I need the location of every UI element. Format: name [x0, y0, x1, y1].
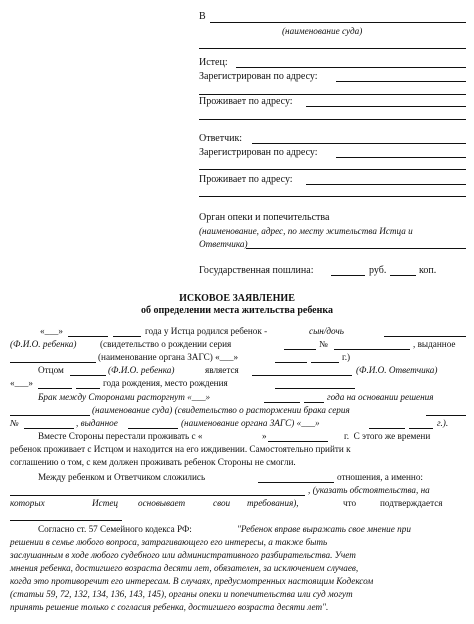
- authority-hint-2: Ответчика): [199, 239, 248, 249]
- law-quote-line-7: принять решение только с согласия ребенка, достигшего возраста десяти лет".: [10, 602, 329, 612]
- birth-text: года у Истца родился ребенок -: [145, 326, 268, 336]
- father-text: Отцом: [38, 365, 64, 375]
- birth-registry-year-field[interactable]: [311, 362, 339, 363]
- defendant-lives-field[interactable]: [306, 184, 466, 185]
- law-quote-line-3: заслушанным в ходе любого судебного или административного разбирательства. Учет: [10, 550, 356, 560]
- divorce-registry-year-suffix: г.).: [437, 418, 449, 428]
- defendant-name-hint: (Ф.И.О. Ответчика): [356, 365, 438, 375]
- defendant-lives-field-2[interactable]: [199, 196, 466, 197]
- defendant-birth-text: года рождения, место рождения: [103, 378, 228, 388]
- separation-year-text: г. С этого же времени: [344, 431, 431, 441]
- birth-cert-number-field[interactable]: [334, 349, 410, 350]
- claims-w5: требования),: [247, 498, 299, 508]
- divorce-cert-issued: , выданное: [76, 418, 118, 428]
- plaintiff-registered-label: Зарегистрирован по адресу:: [199, 71, 318, 82]
- birth-cert-issued: , выданное: [413, 339, 456, 349]
- court-prefix: В: [199, 11, 206, 22]
- separation-month-field[interactable]: [268, 441, 328, 442]
- separation-line-3: соглашению о том, с кем должен проживать ребенок Стороны не смогли.: [10, 457, 296, 467]
- claims-w7: подтверждается: [380, 498, 443, 508]
- defendant-birth-year-field[interactable]: [76, 388, 100, 389]
- defendant-registered-field[interactable]: [336, 157, 466, 158]
- authority-hint: (наименование, адрес, по месту жительства Истца и: [199, 226, 413, 236]
- divorce-registry-year-field[interactable]: [409, 428, 433, 429]
- father-is-text: является: [205, 365, 239, 375]
- relations-namely: отношения, а именно:: [337, 472, 423, 482]
- defendant-birth-month-field[interactable]: [38, 388, 72, 389]
- relations-field[interactable]: [258, 482, 334, 483]
- divorce-basis-text: года на основании решения: [327, 392, 434, 402]
- divorce-cert-number-label: №: [10, 418, 19, 428]
- relations-text: Между ребенком и Ответчиком сложились: [38, 472, 206, 482]
- plaintiff-registered-field-2[interactable]: [199, 94, 466, 95]
- divorce-court-field[interactable]: [10, 415, 90, 416]
- child-name-hint: (Ф.И.О. ребенка): [10, 339, 77, 349]
- fee-rub-unit: руб.: [369, 265, 387, 276]
- defendant-birthplace-field[interactable]: [275, 388, 355, 389]
- father-child-name-field[interactable]: [70, 375, 106, 376]
- claims-w1: которых: [10, 498, 45, 508]
- evidence-field[interactable]: [10, 520, 122, 521]
- authority-label: Орган опеки и попечительства: [199, 212, 330, 223]
- court-name-field[interactable]: [210, 22, 466, 23]
- claims-w3: основывает: [138, 498, 186, 508]
- birth-cert-number-label: №: [319, 339, 328, 349]
- law-quote-line-2: решении в семье любого вопроса, затрагивающего его интересы, а также быть: [10, 537, 328, 547]
- defendant-name-field[interactable]: [252, 375, 352, 376]
- defendant-registered-field-2[interactable]: [199, 169, 466, 170]
- plaintiff-field[interactable]: [236, 67, 466, 68]
- law-quote-line-5: когда это противоречит его интересам. В случаях, предусмотренных настоящим Кодексом: [10, 576, 374, 586]
- divorce-month-field[interactable]: [264, 402, 300, 403]
- claims-w2: Истец: [92, 498, 119, 508]
- birth-cert-series-field[interactable]: [284, 349, 316, 350]
- defendant-birth-date-field[interactable]: «___»: [10, 378, 33, 388]
- defendant-label: Ответчик:: [199, 133, 243, 144]
- birth-registry-year-suffix: г.): [342, 352, 351, 362]
- plaintiff-lives-label: Проживает по адресу:: [199, 96, 293, 107]
- defendant-field[interactable]: [252, 143, 466, 144]
- fee-kop-unit: коп.: [419, 265, 437, 276]
- divorce-cert-series-field[interactable]: [426, 415, 466, 416]
- divorce-registry-text: (наименование органа ЗАГС) «___»: [181, 418, 320, 428]
- plaintiff-lives-field[interactable]: [306, 106, 466, 107]
- birth-date-field[interactable]: «___»: [40, 326, 63, 336]
- authority-field[interactable]: [246, 248, 466, 249]
- court-name-field-2[interactable]: [199, 48, 466, 49]
- separation-date-close: »: [262, 431, 267, 441]
- birth-month-field[interactable]: [68, 336, 108, 337]
- defendant-lives-label: Проживает по адресу:: [199, 174, 293, 185]
- law-ref: Согласно ст. 57 Семейного кодекса РФ:: [38, 524, 192, 534]
- birth-cert-text: (свидетельство о рождении серия: [100, 339, 232, 349]
- divorce-text: Брак между Сторонами расторгнут «___»: [38, 392, 211, 402]
- plaintiff-label: Истец:: [199, 57, 228, 68]
- court-hint: (наименование суда): [282, 26, 363, 36]
- document-title: ИСКОВОЕ ЗАЯВЛЕНИЕ: [179, 293, 295, 304]
- defendant-registered-label: Зарегистрирован по адресу:: [199, 147, 318, 158]
- law-quote-line-4: мнения ребенка, достигшего возраста десяти лет, обязателен, за исключением случаев,: [10, 563, 359, 573]
- divorce-registry-field[interactable]: [128, 428, 178, 429]
- law-quote-line-6: (статьи 59, 72, 132, 134, 136, 143, 145), органы опеки и попечительства или суд могут: [10, 589, 353, 599]
- divorce-year-field[interactable]: [304, 402, 324, 403]
- child-name-field[interactable]: [384, 336, 466, 337]
- relations-hint: , (указать обстоятельства, на: [308, 485, 430, 495]
- divorce-cert-number-field[interactable]: [24, 428, 74, 429]
- fee-rub-field[interactable]: [331, 275, 365, 276]
- birth-registry-field[interactable]: [10, 362, 96, 363]
- claims-w6: что: [343, 498, 357, 508]
- plaintiff-registered-field[interactable]: [336, 81, 466, 82]
- separation-text: Вместе Стороны перестали проживать с «: [38, 431, 203, 441]
- fee-kop-field[interactable]: [390, 275, 416, 276]
- birth-registry-text: (наименование органа ЗАГС) «___»: [98, 352, 239, 362]
- plaintiff-lives-field-2[interactable]: [199, 119, 466, 120]
- fee-label: Государственная пошлина:: [199, 265, 314, 276]
- claims-w4: свои: [213, 498, 231, 508]
- law-quote-start: "Ребенок вправе выражать свое мнение при: [237, 524, 411, 534]
- divorce-court-hint: (наименование суда) (свидетельство о расторжении брака серия: [92, 405, 350, 415]
- father-child-hint: (Ф.И.О. ребенка): [108, 365, 175, 375]
- birth-year-field[interactable]: [113, 336, 141, 337]
- separation-line-2: ребенок проживает с Истцом и находится на его иждивении. Самостоятельно прийти к: [10, 444, 351, 454]
- child-kind: сын/дочь: [309, 326, 344, 336]
- birth-registry-month-field[interactable]: [275, 362, 307, 363]
- divorce-registry-month-field[interactable]: [369, 428, 405, 429]
- document-subtitle: об определении места жительства ребенка: [141, 305, 333, 316]
- relations-details-field[interactable]: [10, 495, 305, 496]
